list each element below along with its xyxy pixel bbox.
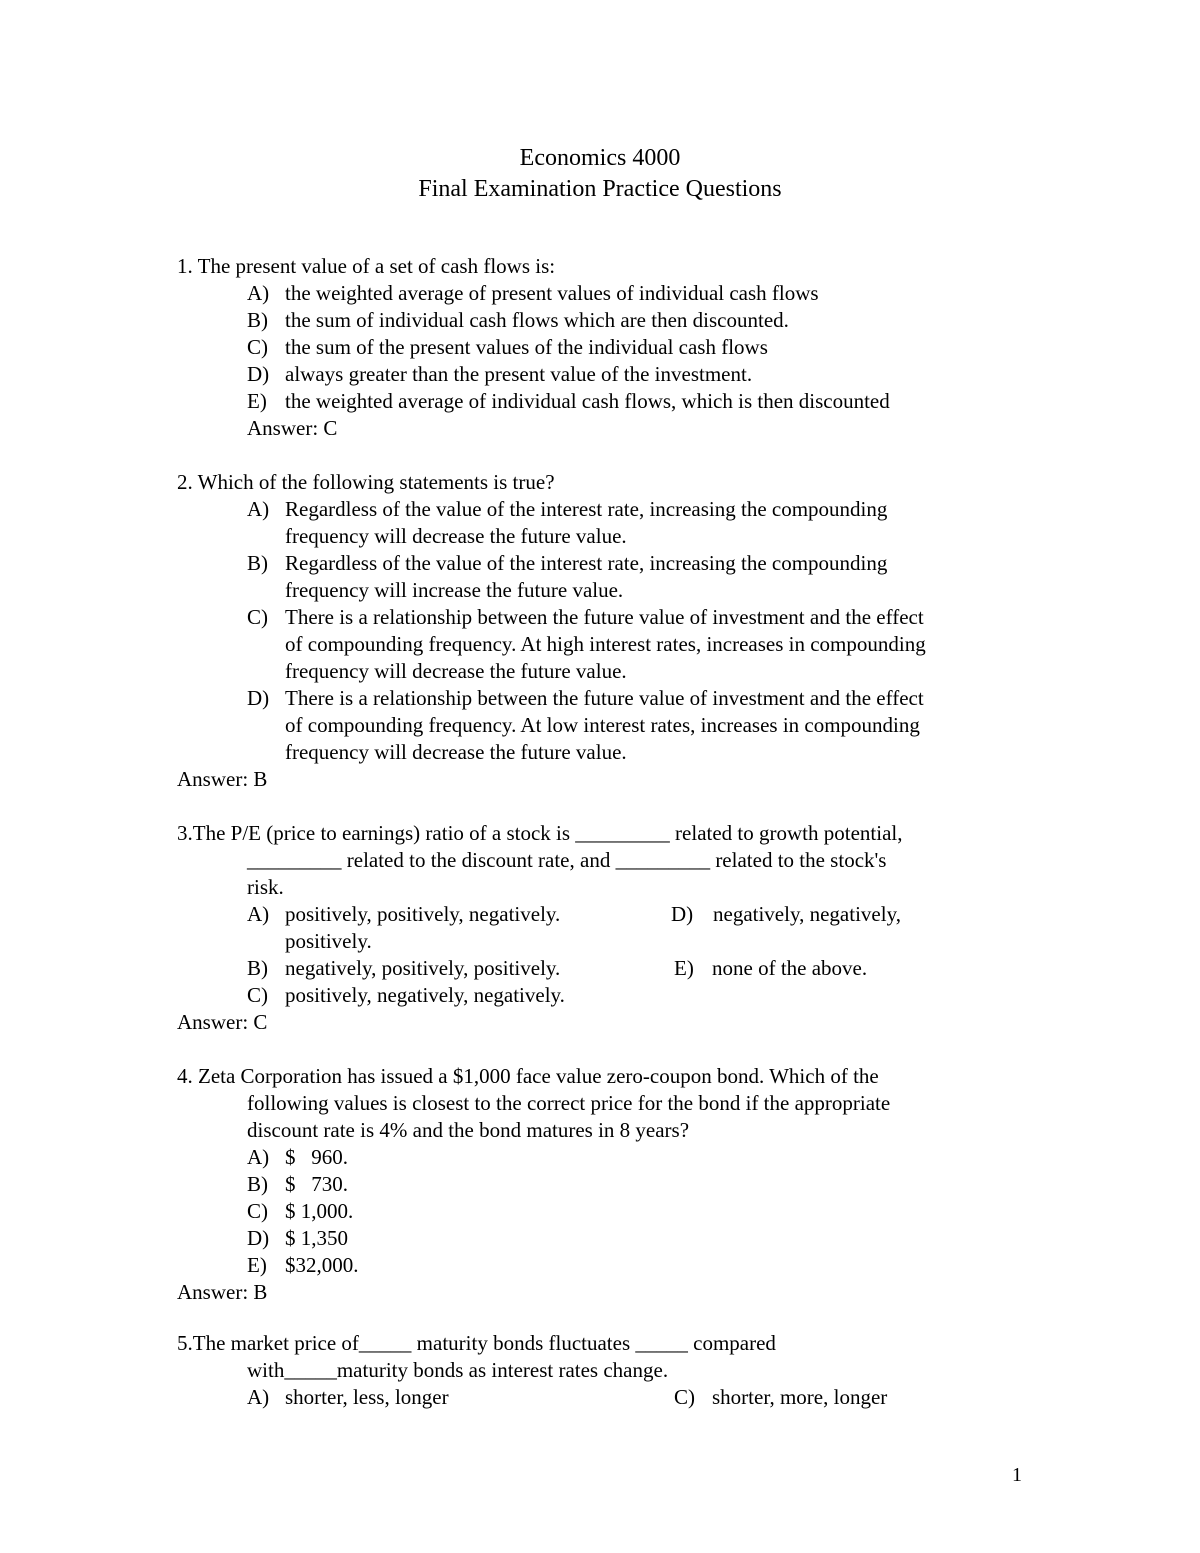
- answer: Answer: C: [247, 416, 338, 440]
- answer: Answer: B: [177, 767, 268, 791]
- option-a: A) $ 960.: [247, 1145, 348, 1169]
- question-stem: 1. The present value of a set of cash flows is:: [177, 254, 556, 278]
- answer: Answer: C: [177, 1010, 268, 1034]
- option-e: E) the weighted average of individual cash flows, which is then discounted: [247, 389, 890, 413]
- option-c: C) $ 1,000.: [247, 1199, 354, 1223]
- page-number: 1: [1012, 1464, 1022, 1486]
- option-d: D) negatively, negatively,: [671, 902, 901, 926]
- option-b: B) Regardless of the value of the interest rate, increasing the compounding: [247, 551, 888, 575]
- option-e: E) none of the above.: [674, 956, 868, 980]
- question-stem: 2. Which of the following statements is true?: [177, 470, 555, 494]
- option-b: B) the sum of individual cash flows which are then discounted.: [247, 308, 789, 332]
- option-a: A) shorter, less, longer: [247, 1385, 449, 1409]
- course-title: Economics 4000: [519, 145, 681, 171]
- option-a: A) positively, positively, negatively.: [247, 902, 561, 926]
- option-d: D) always greater than the present value of the investment.: [247, 362, 753, 386]
- option-b: B) $ 730.: [247, 1172, 348, 1196]
- question-stem-continued: following values is closest to the correct price for the bond if the appropriate: [247, 1091, 891, 1115]
- option-e: E) $32,000.: [247, 1253, 359, 1277]
- option-c: C) shorter, more, longer: [674, 1385, 888, 1409]
- question-stem-continued: _________ related to the discount rate, and _________ related to the stock's: [247, 848, 887, 872]
- question-stem-continued: discount rate is 4% and the bond matures in 8 years?: [247, 1118, 690, 1142]
- exam-subtitle: Final Examination Practice Questions: [418, 176, 782, 202]
- question-stem: 4. Zeta Corporation has issued a $1,000 face value zero-coupon bond. Which of the: [177, 1064, 879, 1088]
- option-a: A) the weighted average of present values of individual cash flows: [247, 281, 819, 305]
- option-b: B) negatively, positively, positively.: [247, 956, 561, 980]
- option-d-continued: positively.: [285, 929, 372, 953]
- option-d-continued: of compounding frequency. At low interest rates, increases in compounding: [285, 713, 920, 737]
- option-c: C) positively, negatively, negatively.: [247, 983, 565, 1007]
- option-c: C) There is a relationship between the future value of investment and the effect: [247, 605, 924, 629]
- option-d-continued: frequency will decrease the future value.: [285, 740, 627, 764]
- question-stem: 5.The market price of_____ maturity bonds fluctuates _____ compared: [177, 1331, 776, 1355]
- answer: Answer: B: [177, 1280, 268, 1304]
- option-c-continued: frequency will decrease the future value.: [285, 659, 627, 683]
- option-d: D) There is a relationship between the future value of investment and the effect: [247, 686, 924, 710]
- question-stem-continued: with_____maturity bonds as interest rates change.: [247, 1358, 669, 1382]
- question-stem: 3.The P/E (price to earnings) ratio of a stock is _________ related to growth potential,: [177, 821, 903, 845]
- option-b-continued: frequency will increase the future value.: [285, 578, 624, 602]
- option-a-continued: frequency will decrease the future value.: [285, 524, 627, 548]
- question-stem-continued: risk.: [247, 875, 284, 899]
- option-c: C) the sum of the present values of the individual cash flows: [247, 335, 768, 359]
- option-a: A) Regardless of the value of the interest rate, increasing the compounding: [247, 497, 888, 521]
- option-c-continued: of compounding frequency. At high interest rates, increases in compounding: [285, 632, 926, 656]
- option-d: D) $ 1,350: [247, 1226, 348, 1250]
